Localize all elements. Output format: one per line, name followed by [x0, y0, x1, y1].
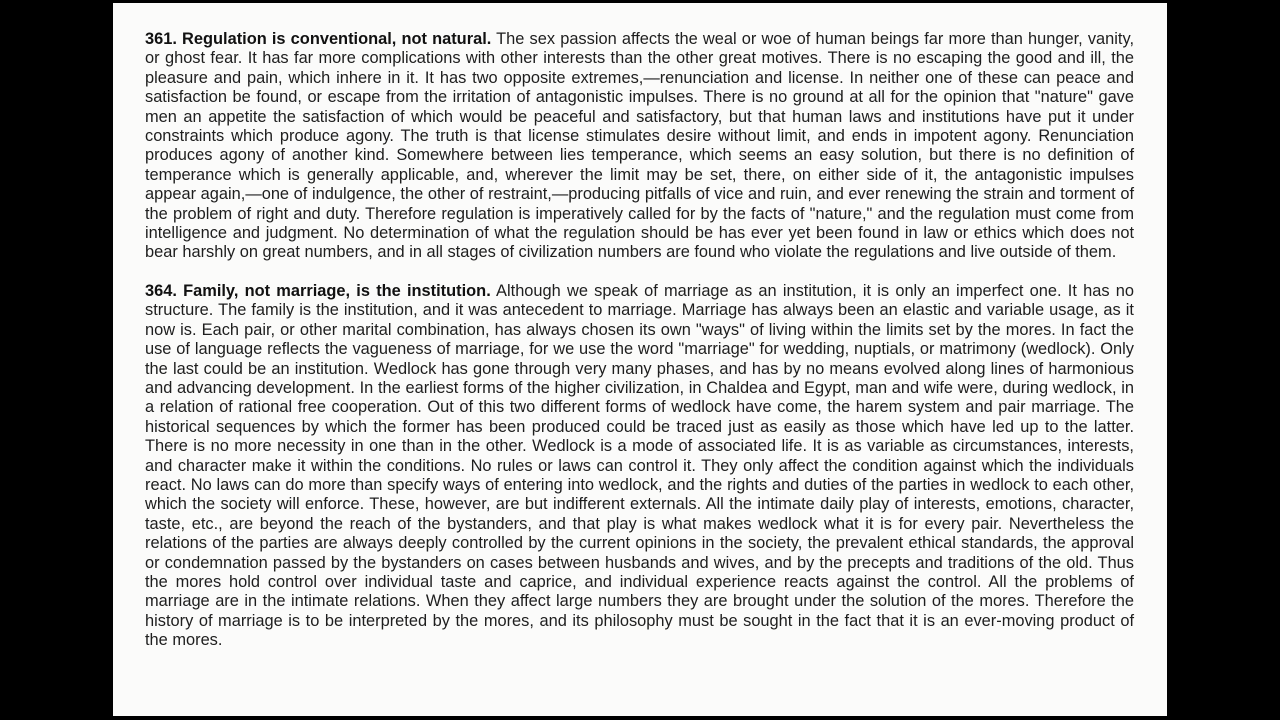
paragraph-361: [145, 30, 1134, 263]
text-column: [145, 30, 1134, 651]
paragraph-364: [145, 282, 1134, 651]
paragraph-364-heading: 364. Family, not marriage, is the institution.: [145, 281, 491, 300]
paragraph-364-body: Although we speak of marriage as an institution, it is only an imperfect one. It has no structure. The family is the institution, and it was antecedent to marriage. Marriage has always been an elastic and variable usage, as it now is. Each pair, or other marital combination, has always chosen its own "ways" of living within the limits set by the mores. In fact the use of language reflects the vagueness of marriage, for we use the word "marriage" for wedding, nuptials, or matrimony (wedlock). Only the last could be an institution. Wedlock has gone through very many phases, and has by no means evolved along lines of harmonious and advancing development. In the earliest forms of the higher civilization, in Chaldea and Egypt, man and wife were, during wedlock, in a relation of rational free cooperation. Out of this two different forms of wedlock have come, the harem system and pair marriage. The historical sequences by which the former has been produced could be traced just as easily as those which have led up to the latter. There is no more necessity in one than in the other. Wedlock is a mode of associated life. It is as variable as circumstances, interests, and character make it within the conditions. No rules or laws can control it. They only affect the condition against which the individuals react. No laws can do more than specify ways of entering into wedlock, and the rights and duties of the parties in wedlock to each other, which the society will enforce. These, however, are but indifferent externals. All the intimate daily play of interests, emotions, character, taste, etc., are beyond the reach of the bystanders, and that play is what makes wedlock what it is for every pair. Nevertheless the relations of the parties are always deeply controlled by the current opinions in the society, the prevalent ethical standards, the approval or condemnation passed by the bystanders on cases between husbands and wives, and by the precepts and traditions of the old. Thus the mores hold control over individual taste and caprice, and individual experience reacts against the control. All the problems of marriage are in the intimate relations. When they affect large numbers they are brought under the solution of the mores. Therefore the history of marriage is to be interpreted by the mores, and its philosophy must be sought in the fact that it is an ever-moving product of the mores.: [145, 281, 1134, 650]
document-page: [113, 3, 1167, 716]
paragraph-361-heading: 361. Regulation is conventional, not natural.: [145, 30, 492, 48]
paragraph-361-body: The sex passion affects the weal or woe of human beings far more than hunger, vanity, or ghost fear. It has far more complications with other interests than the other great motives. There is no escaping the good and ill, the pleasure and pain, which inhere in it. It has two opposite extremes,—renunciation and license. In neither one of these can peace and satisfaction be found, or escape from the irritation of antagonistic impulses. There is no ground at all for the opinion that "nature" gave men an appetite the satisfaction of which would be peaceful and satisfactory, but that human laws and institutions have put it under constraints which produce agony. The truth is that license stimulates desire without limit, and ends in impotent agony. Renunciation produces agony of another kind. Somewhere between lies temperance, which seems an easy solution, but there is no definition of temperance which is generally applicable, and, wherever the limit may be set, there, on either side of it, the antagonistic impulses appear again,—one of indulgence, the other of restraint,—producing pitfalls of vice and ruin, and ever renewing the strain and torment of the problem of right and duty. Therefore regulation is imperatively called for by the facts of "nature," and the regulation must come from intelligence and judgment. No determination of what the regulation should be has ever yet been found in law or ethics which does not bear harshly on great numbers, and in all stages of civilization numbers are found who violate the regulations and live outside of them.: [145, 30, 1134, 262]
